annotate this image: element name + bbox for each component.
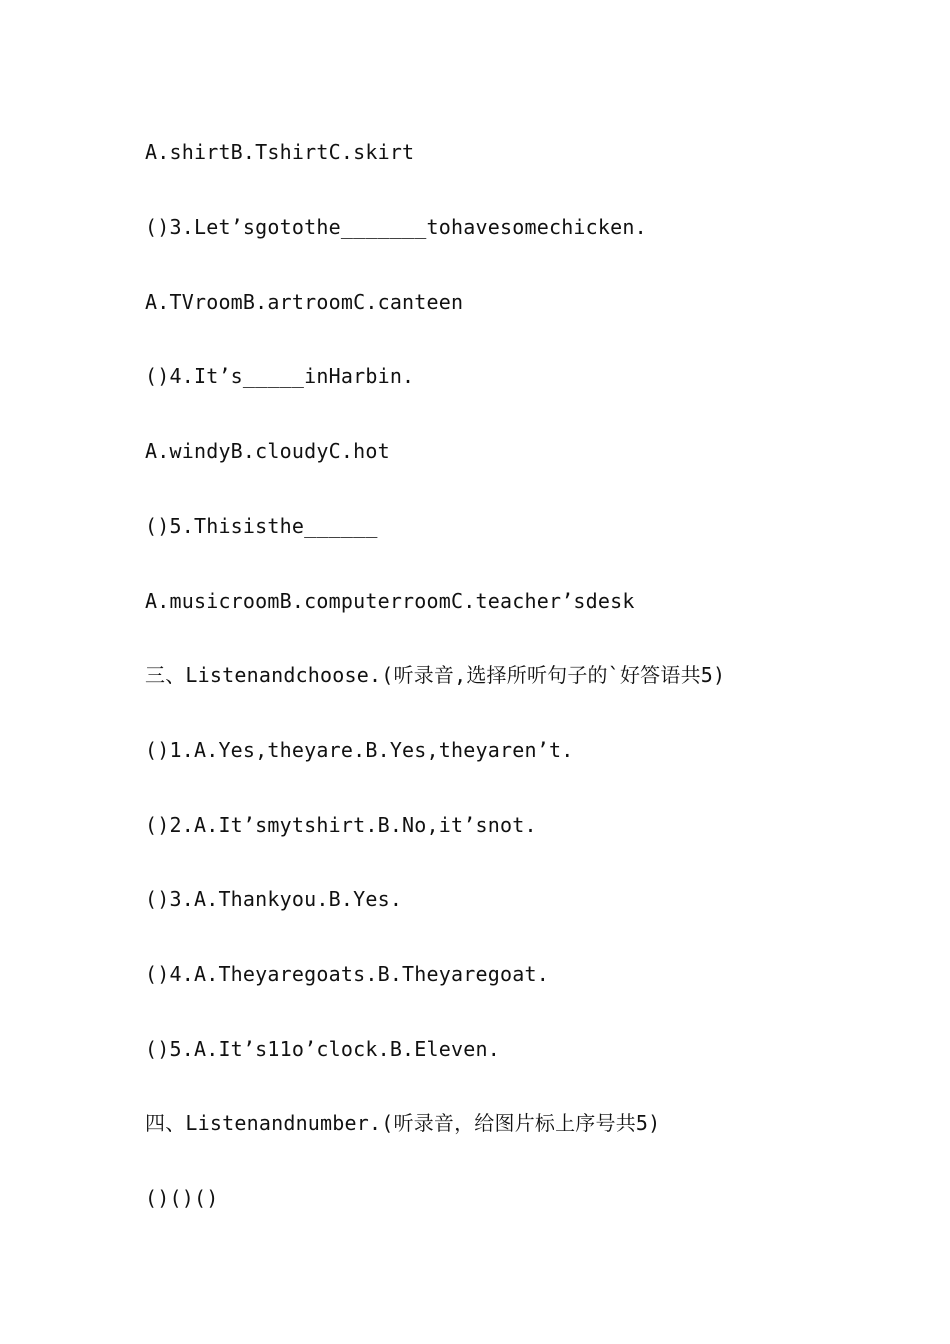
section-3-item-5: ()5.A.It’s11o’clock.B.Eleven. bbox=[145, 1037, 500, 1061]
section-3-heading: 三、Listenandchoose.(听录音,选择所听句子的`好答语共5) bbox=[145, 663, 726, 687]
section-4-heading: 四、Listenandnumber.(听录音，给图片标上序号共5) bbox=[145, 1111, 661, 1135]
answer-options-q4: A.windyB.cloudyC.hot bbox=[145, 439, 390, 463]
section-3-item-1: ()1.A.Yes,theyare.B.Yes,theyaren’t. bbox=[145, 738, 574, 762]
answer-options-q2: A.shirtB.TshirtC.skirt bbox=[145, 140, 415, 164]
section-3-item-4: ()4.A.Theyaregoats.B.Theyaregoat. bbox=[145, 962, 549, 986]
question-4: ()4.It’s_____inHarbin. bbox=[145, 364, 415, 388]
answer-options-q5: A.musicroomB.computerroomC.teacher’sdesk bbox=[145, 589, 635, 613]
section-4-blanks: ()()() bbox=[145, 1186, 219, 1210]
section-3-item-3: ()3.A.Thankyou.B.Yes. bbox=[145, 887, 403, 911]
question-5: ()5.Thisisthe______ bbox=[145, 514, 378, 538]
answer-options-q3: A.TVroomB.artroomC.canteen bbox=[145, 290, 464, 314]
question-3: ()3.Let’sgotothe_______tohavesomechicken. bbox=[145, 215, 647, 239]
section-3-item-2: ()2.A.It’smytshirt.B.No,it’snot. bbox=[145, 813, 537, 837]
